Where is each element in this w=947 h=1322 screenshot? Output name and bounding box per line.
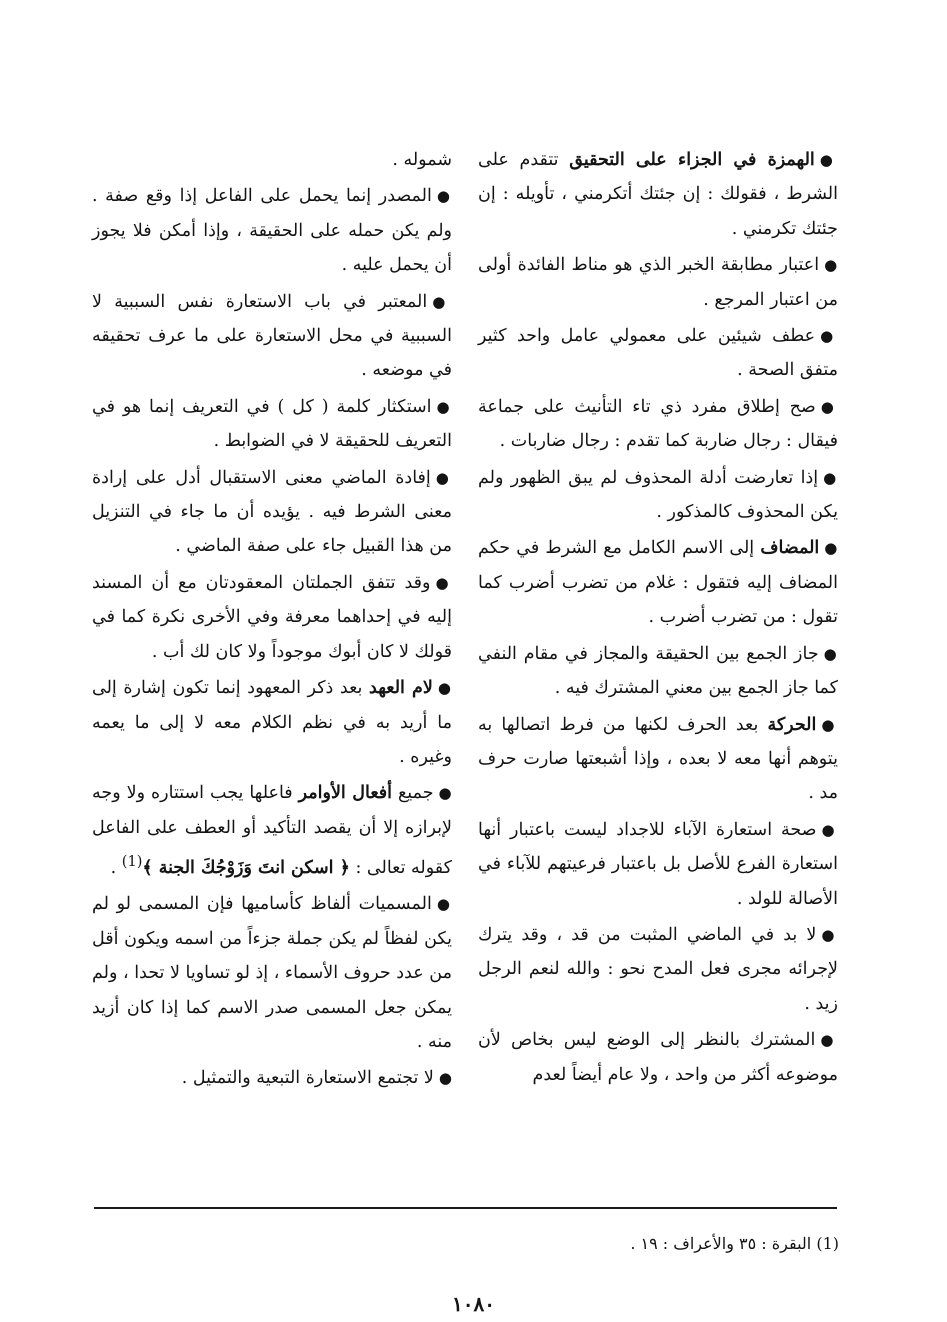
bullet-icon: ● bbox=[824, 256, 838, 275]
bullet-icon: ● bbox=[438, 784, 453, 803]
entry: ●إفادة الماضي معنى الاستقبال أدل على إرادة معنى الشرط فيه . يؤيده أن ما جاء في التنزيل من هذا القبيل جاء على صفة الماضي . bbox=[92, 467, 453, 557]
bullet-icon: ● bbox=[436, 187, 453, 206]
entry: ●صح إطلاق مفرد ذي تاء التأنيث على جماعة فيقال : رجال ضاربة كما تقدم : رجال ضاربات . bbox=[478, 396, 838, 452]
bullet-icon: ● bbox=[438, 1069, 452, 1088]
entry: ●المضاف إلى الاسم الكامل مع الشرط في حكم المضاف إليه فتقول : غلام من تضرب أضرب كما تقول : من تضرب أضرب . bbox=[478, 538, 838, 628]
bullet-icon: ● bbox=[823, 644, 838, 663]
entry: ●المعتبر في باب الاستعارة نفس السببية لا السببية في محل الاستعارة على ما عرف تحقيقه في موضعه . bbox=[92, 291, 452, 381]
entry: ●وقد تتفق الجملتان المعقودتان مع أن المسند إليه في إحداهما معرفة وفي الأخرى نكرة كما في قولك لا كان أبوك موجوداً ولا كان لك أب . bbox=[92, 572, 452, 662]
bullet-icon: ● bbox=[436, 895, 453, 914]
entry: ●عطف شيئين على معمولي عامل واحد كثير متفق الصحة . bbox=[478, 326, 838, 381]
quran-verse: ﴿ اسكن انتَ وَزَوْجُكَ الجنة ﴾ bbox=[142, 857, 350, 878]
bullet-icon: ● bbox=[435, 573, 452, 592]
bullet-icon: ● bbox=[819, 151, 838, 169]
entry-continuation: شموله . bbox=[392, 150, 452, 170]
bullet-icon: ● bbox=[821, 925, 839, 944]
bullet-icon: ● bbox=[820, 327, 838, 346]
footnote-divider bbox=[94, 1207, 837, 1209]
entry: ●لا بد في الماضي المثبت من قد ، وقد يترك لإجرائه مجرى فعل المدح نحو : والله لنعم الرجل زيد . bbox=[478, 924, 839, 1014]
entry: ●الحركة بعد الحرف لكنها من فرط اتصالها به يتوهم أنها معه لا بعده ، وإذا أشبعتها صارت حرف مد . bbox=[478, 714, 838, 804]
entry: ●اعتبار مطابقة الخبر الذي هو مناط الفائدة أولى من اعتبار المرجع . bbox=[478, 255, 838, 310]
entry: ●لام العهد بعد ذكر المعهود إنما تكون إشارة إلى ما أريد به في نظم الكلام معه لا إلى ما يعمه وغيره . bbox=[92, 678, 453, 767]
bullet-icon: ● bbox=[820, 397, 838, 416]
bullet-icon: ● bbox=[436, 397, 452, 416]
entry: ●المسميات ألفاظ كأساميها فإن المسمى لو لم يكن لفظاً لم يكن جملة جزءاً من اسمه ويكون أقل من عدد حروف الأسماء ، إذ لو تساويا لا تحدا ، ولم يمكن جعل المسمى صدر الاسم كما إذا كان أزيد منه . bbox=[92, 894, 453, 1052]
entry: ●استكثار كلمة ( كل ) في التعريف إنما هو في التعريف للحقيقة لا في الضوابط . bbox=[92, 396, 452, 452]
entry: ●إذا تعارضت أدلة المحذوف لم يبق الظهور ولم يكن المحذوف كالمذكور . bbox=[478, 467, 838, 523]
page-number: ١٠٨٠ bbox=[452, 1292, 495, 1316]
entry: ●المشترك بالنظر إلى الوضع ليس بخاص لأن موضوعه أكثر من واحد ، ولا عام أيضاً لعدم bbox=[478, 1030, 838, 1085]
bullet-icon: ● bbox=[435, 468, 453, 487]
entry: ●الهمزة في الجزاء على التحقيق تتقدم على الشرط ، فقولك : إن جئتك أتكرمني ، تأويله : إن جئتك تكرمني . bbox=[478, 150, 838, 239]
bullet-icon: ● bbox=[821, 820, 838, 839]
bullet-icon: ● bbox=[824, 539, 838, 558]
bullet-icon: ● bbox=[437, 679, 453, 698]
footnote-marker[interactable]: (1) bbox=[121, 853, 143, 871]
entry: ●جميع أفعال الأوامر فاعلها يجب استتاره ولا وجه لإبرازه إلا أن يقصد التأكيد أو العطف على الفاعل كقوله تعالى : ﴿ اسكن انتَ وَزَوْجُكَ الجنة ﴾$^{(1)}$ . bbox=[92, 783, 453, 878]
entry: ●صحة استعارة الآباء للاجداد ليست باعتبار أنها استعارة الفرع للأصل بل باعتبار فرعيتهم للآباء في الأصالة للولد . bbox=[478, 819, 838, 909]
entry: ●المصدر إنما يحمل على الفاعل إذا وقع صفة . ولم يكن حمله على الحقيقة ، وإذا أمكن فلا يجوز أن يحمل عليه . bbox=[92, 186, 453, 276]
bullet-icon: ● bbox=[821, 715, 838, 734]
bullet-icon: ● bbox=[823, 468, 838, 487]
bullet-icon: ● bbox=[820, 1031, 838, 1050]
right-column bbox=[478, 143, 838, 1094]
left-column bbox=[92, 143, 452, 1098]
entry: ●جاز الجمع بين الحقيقة والمجاز في مقام النفي كما جاز الجمع بين معني المشترك فيه . bbox=[478, 643, 838, 699]
bullet-icon: ● bbox=[432, 292, 452, 311]
entry: ●لا تجتمع الاستعارة التبعية والتمثيل . bbox=[181, 1068, 452, 1089]
footnote: (1) البقرة : ٣٥ والأعراف : ١٩ . bbox=[630, 1234, 839, 1253]
